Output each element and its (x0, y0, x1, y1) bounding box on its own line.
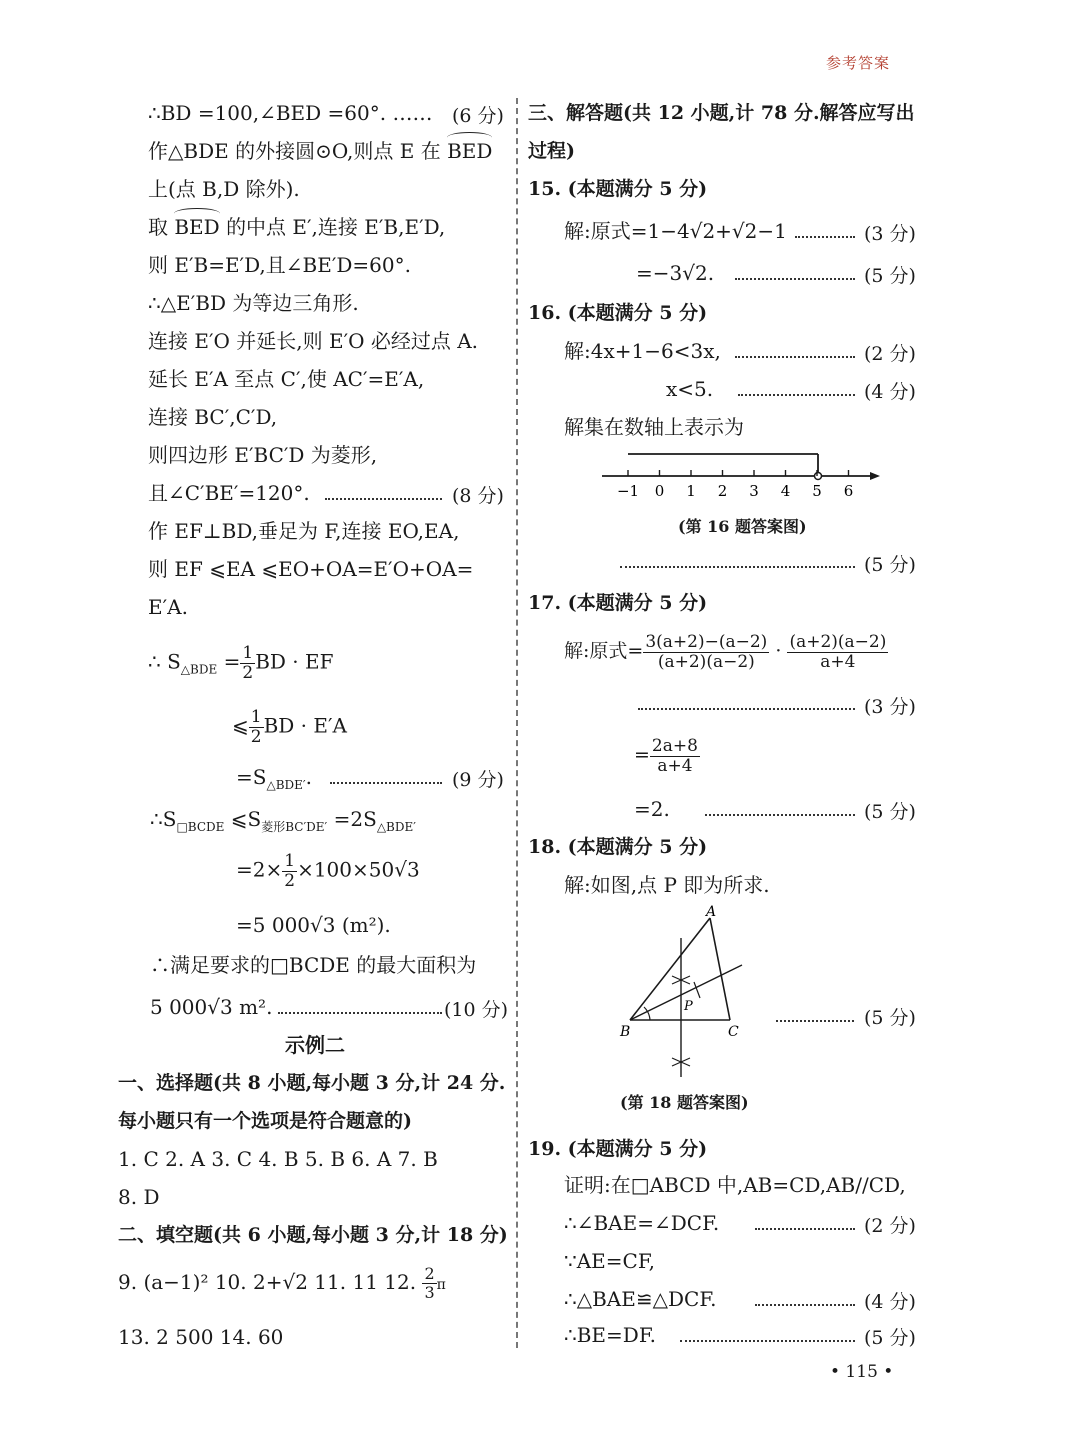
text: BD · EF (255, 649, 334, 674)
section-solve-note: 过程) (528, 140, 575, 162)
area-line-1 (148, 644, 333, 687)
numerator: 1 (250, 707, 262, 727)
dot-leader (325, 498, 442, 500)
text: 解:原式= (564, 640, 644, 662)
label-c: C (728, 1024, 739, 1040)
q17-step-1 (564, 626, 888, 676)
text: · (769, 640, 788, 662)
denominator: 2 (284, 870, 296, 891)
q16-title: 16. (本题满分 5 分) (528, 302, 708, 324)
numerator: 2a+8 (651, 735, 698, 756)
equals: = (634, 744, 650, 766)
score: (9 分) (452, 769, 504, 791)
arc-mark (644, 1007, 650, 1020)
dot-leader (735, 356, 855, 358)
dot-leader (755, 1228, 855, 1230)
label-b: B (620, 1024, 631, 1040)
axis-tick-label: 1 (686, 482, 696, 500)
dot-leader (330, 782, 442, 784)
text: 作△BDE 的外接圆⊙O,则点 E 在 (148, 139, 441, 163)
left-line-3: 上(点 B,D 除外). (148, 177, 300, 201)
q19-step-3: ∵AE=CF, (564, 1249, 655, 1273)
numerator: 1 (242, 643, 254, 663)
q19-step-4: ∴△BAE≌△DCF. (564, 1287, 717, 1311)
side-ac (710, 918, 730, 1020)
denominator: 3 (424, 1283, 435, 1302)
score: (5 分) (864, 1007, 916, 1029)
header-label: 参考答案 (825, 54, 890, 72)
text: =S (236, 765, 267, 789)
score: (10 分) (444, 999, 509, 1021)
left-line-12: 作 EF⊥BD,垂足为 F,连接 EO,EA, (148, 519, 460, 543)
fraction-half (249, 708, 264, 746)
score: (5 分) (864, 554, 916, 576)
left-line-1: ∴BD =100,∠BED =60°. …… (148, 101, 433, 125)
section-choice-title: 一、选择题(共 8 小题,每小题 3 分,计 24 分. (118, 1072, 506, 1094)
q16-step-1: 解:4x+1−6<3x, (564, 339, 721, 363)
axis-arrow (870, 472, 880, 480)
q19-step-5: ∴BE=DF. (564, 1323, 656, 1347)
arc-cross (694, 982, 700, 998)
fraction (650, 737, 700, 775)
score: (2 分) (864, 343, 916, 365)
q18-step-1: 解:如图,点 P 即为所求. (564, 873, 770, 897)
subscript: △BDE′ (376, 820, 416, 834)
area-line-6: =5 000√3 (m²). (236, 913, 391, 937)
label-p: P (684, 999, 693, 1014)
area-line-4 (150, 806, 416, 840)
label-a: A (706, 904, 717, 920)
numerator: 2 (424, 1264, 435, 1284)
q17-step-2 (634, 730, 700, 780)
denominator: a+4 (657, 755, 693, 776)
number-line-figure (596, 446, 886, 504)
text: ∴S (150, 807, 177, 831)
text: ×100×50√3 (297, 857, 420, 882)
score: (5 分) (864, 801, 916, 823)
left-line-2 (148, 138, 492, 164)
q17-step-3: =2. (634, 797, 670, 821)
text: =2× (236, 857, 283, 882)
dot-leader (278, 1012, 442, 1014)
left-line-14: E′A. (148, 595, 188, 619)
left-line-9: 连接 BC′,C′D, (148, 405, 278, 429)
score: (4 分) (864, 381, 916, 403)
fraction (643, 633, 769, 671)
q16-step-2: x<5. (666, 377, 714, 401)
text: 取 (148, 215, 168, 239)
numerator: 3(a+2)−(a−2) (645, 631, 768, 652)
axis-tick-label: 0 (654, 482, 665, 500)
q15-title: 15. (本题满分 5 分) (528, 178, 708, 200)
subscript: △BDE (180, 662, 218, 677)
arc-bed: BED (174, 215, 220, 239)
text: . (305, 765, 312, 789)
dot-leader (620, 566, 855, 568)
fraction-half (240, 644, 255, 682)
dot-leader (776, 1020, 854, 1022)
left-line-8: 延长 E′A 至点 C′,使 AC′=E′A, (148, 367, 425, 391)
example-title: 示例二 (285, 1033, 345, 1057)
fraction-two-thirds (422, 1265, 436, 1301)
axis-tick-label: 4 (780, 482, 791, 500)
numerator: 1 (284, 851, 296, 871)
fill-answers-2: 13. 2 500 14. 60 (118, 1325, 284, 1349)
arc-bed: BED (447, 139, 493, 163)
fraction-half (282, 852, 297, 890)
text: 9. (a−1)² 10. 2+√2 11. 11 12. (118, 1270, 417, 1294)
left-line-7: 连接 E′O 并延长,则 E′O 必经过点 A. (148, 329, 479, 353)
subscript: □BCDE (176, 820, 225, 834)
area-line-5 (236, 852, 420, 890)
left-line-11: 且∠C′BE′=120°. (148, 481, 310, 505)
text: = (217, 649, 241, 674)
text: =2S (327, 807, 377, 831)
dot-leader (638, 708, 855, 710)
dot-leader (795, 236, 855, 238)
dot-leader (735, 278, 855, 280)
conclusion-line-2: 5 000√3 m². (150, 995, 273, 1019)
construction-figure (606, 902, 756, 1082)
denominator: (a+2)(a−2) (657, 651, 755, 672)
score: (6 分) (452, 105, 504, 127)
conclusion-line-1: ∴满足要求的□BCDE 的最大面积为 (150, 953, 477, 977)
axis-tick-label: −1 (616, 482, 640, 500)
area-line-3 (236, 764, 312, 798)
q16-step-3: 解集在数轴上表示为 (564, 415, 744, 439)
figure-16-caption: (第 16 题答案图) (678, 517, 807, 536)
text: ∴ S (148, 649, 181, 674)
axis-tick-label: 6 (843, 482, 854, 500)
q19-title: 19. (本题满分 5 分) (528, 1138, 708, 1160)
score: (3 分) (864, 696, 916, 718)
section-choice-note: 每小题只有一个选项是符合题意的) (118, 1110, 412, 1132)
numerator: (a+2)(a−2) (789, 631, 887, 652)
section-fill-title: 二、填空题(共 6 小题,每小题 3 分,计 18 分) (118, 1224, 508, 1246)
section-solve-title: 三、解答题(共 12 小题,计 78 分.解答应写出 (528, 102, 915, 124)
dot-leader (705, 814, 855, 816)
open-circle (815, 473, 822, 480)
score: (5 分) (864, 265, 916, 287)
score: (3 分) (864, 223, 916, 245)
left-line-10: 则四边形 E′BC′D 为菱形, (148, 443, 378, 467)
left-line-5: 则 E′B=E′D,且∠BE′D=60°. (148, 253, 411, 277)
score: (4 分) (864, 1291, 916, 1313)
dot-leader (680, 1340, 855, 1342)
dot-leader (738, 394, 855, 396)
side-ab (630, 918, 710, 1020)
denominator: a+4 (820, 651, 856, 672)
column-divider (516, 98, 518, 1348)
text: 的中点 E′,连接 E′B,E′D, (226, 215, 446, 239)
left-line-13: 则 EF ⩽EA ⩽EO+OA=E′O+OA= (148, 557, 474, 581)
score: (5 分) (864, 1327, 916, 1349)
pi: π (436, 1277, 446, 1293)
q15-step-2: =−3√2. (636, 261, 715, 285)
denominator: 2 (250, 726, 262, 747)
fill-answers-1 (118, 1262, 446, 1305)
area-line-2 (232, 708, 347, 746)
axis-tick-label: 2 (717, 482, 728, 500)
figure-18-caption: (第 18 题答案图) (620, 1093, 749, 1112)
text: ⩽ (232, 713, 249, 738)
q19-step-1: 证明:在□ABCD 中,AB=CD,AB//CD, (564, 1173, 906, 1197)
text: ⩽S (224, 807, 262, 831)
text: BD · E′A (263, 713, 347, 738)
score: (2 分) (864, 1215, 916, 1237)
axis-tick-label: 3 (749, 482, 759, 500)
subscript: △BDE′ (266, 778, 306, 792)
left-line-4 (148, 214, 445, 240)
dot-leader (755, 1304, 855, 1306)
score: (8 分) (452, 485, 504, 507)
choice-answers-2: 8. D (118, 1185, 160, 1209)
axis-tick-label: 5 (812, 482, 822, 500)
left-line-6: ∴△E′BD 为等边三角形. (148, 291, 359, 315)
q18-title: 18. (本题满分 5 分) (528, 836, 708, 858)
subscript: 菱形BC′DE′ (261, 820, 328, 834)
q17-title: 17. (本题满分 5 分) (528, 592, 708, 614)
denominator: 2 (242, 662, 254, 683)
page-number: • 115 • (830, 1362, 894, 1382)
q15-step-1: 解:原式=1−4√2+√2−1 (564, 219, 787, 243)
fraction (787, 633, 888, 671)
q19-step-2: ∴∠BAE=∠DCF. (564, 1211, 720, 1235)
choice-answers-1: 1. C 2. A 3. C 4. B 5. B 6. A 7. B (118, 1147, 438, 1171)
